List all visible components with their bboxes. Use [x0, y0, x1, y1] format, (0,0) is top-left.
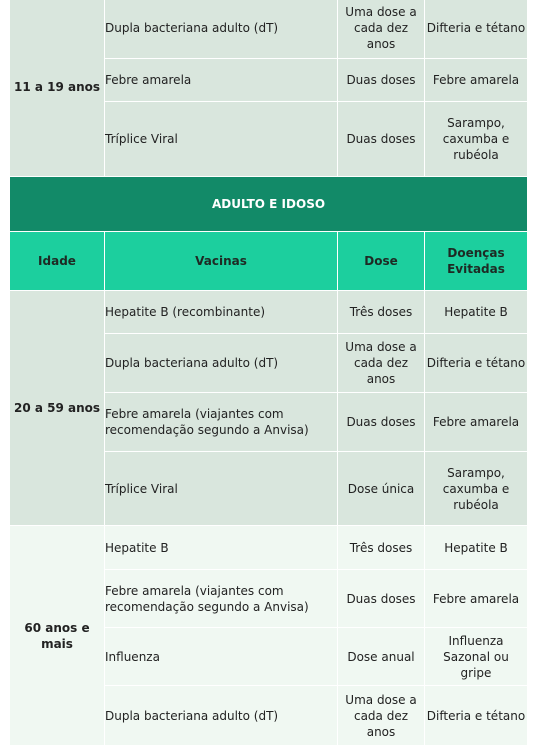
table-row: [10, 0, 528, 59]
dose-cell: Duas doses: [338, 59, 425, 102]
section-title: ADULTO E IDOSO: [10, 177, 528, 232]
table-row: [10, 291, 528, 334]
vaccine-cell: Tríplice Viral: [105, 102, 338, 177]
disease-cell: Febre amarela: [425, 570, 528, 628]
dose-cell: Duas doses: [338, 570, 425, 628]
disease-cell: Febre amarela: [425, 393, 528, 452]
header-vaccines: Vacinas: [105, 232, 338, 291]
age-cell: 60 anos e mais: [10, 526, 105, 746]
dose-cell: Três doses: [338, 291, 425, 334]
table-header-row: [10, 232, 528, 291]
disease-cell: Hepatite B: [425, 291, 528, 334]
vaccine-cell: Hepatite B: [105, 526, 338, 570]
dose-cell: Dose anual: [338, 628, 425, 686]
disease-cell: Difteria e tétano: [425, 686, 528, 746]
vaccine-cell: Tríplice Viral: [105, 452, 338, 526]
disease-cell: Influenza Sazonal ou gripe: [425, 628, 528, 686]
dose-cell: Uma dose a cada dez anos: [338, 334, 425, 393]
age-cell: 11 a 19 anos: [10, 0, 105, 177]
vaccine-cell: Febre amarela (viajantes com recomendação segundo a Anvisa): [105, 393, 338, 452]
section-title-row: [10, 177, 528, 232]
disease-cell: Febre amarela: [425, 59, 528, 102]
disease-cell: Difteria e tétano: [425, 334, 528, 393]
table-row: [10, 526, 528, 570]
vaccine-cell: Dupla bacteriana adulto (dT): [105, 686, 338, 746]
age-cell: 20 a 59 anos: [10, 291, 105, 526]
vaccination-table: [9, 0, 528, 746]
vaccine-cell: Febre amarela: [105, 59, 338, 102]
dose-cell: Uma dose a cada dez anos: [338, 686, 425, 746]
dose-cell: Duas doses: [338, 102, 425, 177]
header-diseases: Doenças Evitadas: [425, 232, 528, 291]
dose-cell: Duas doses: [338, 393, 425, 452]
disease-cell: Sarampo, caxumba e rubéola: [425, 102, 528, 177]
disease-cell: Sarampo, caxumba e rubéola: [425, 452, 528, 526]
disease-cell: Hepatite B: [425, 526, 528, 570]
header-age: Idade: [10, 232, 105, 291]
dose-cell: Dose única: [338, 452, 425, 526]
vaccine-cell: Febre amarela (viajantes com recomendação segundo a Anvisa): [105, 570, 338, 628]
dose-cell: Uma dose a cada dez anos: [338, 0, 425, 59]
dose-cell: Três doses: [338, 526, 425, 570]
header-dose: Dose: [338, 232, 425, 291]
vaccine-cell: Dupla bacteriana adulto (dT): [105, 0, 338, 59]
vaccine-cell: Influenza: [105, 628, 338, 686]
vaccine-cell: Dupla bacteriana adulto (dT): [105, 334, 338, 393]
disease-cell: Difteria e tétano: [425, 0, 528, 59]
vaccine-cell: Hepatite B (recombinante): [105, 291, 338, 334]
